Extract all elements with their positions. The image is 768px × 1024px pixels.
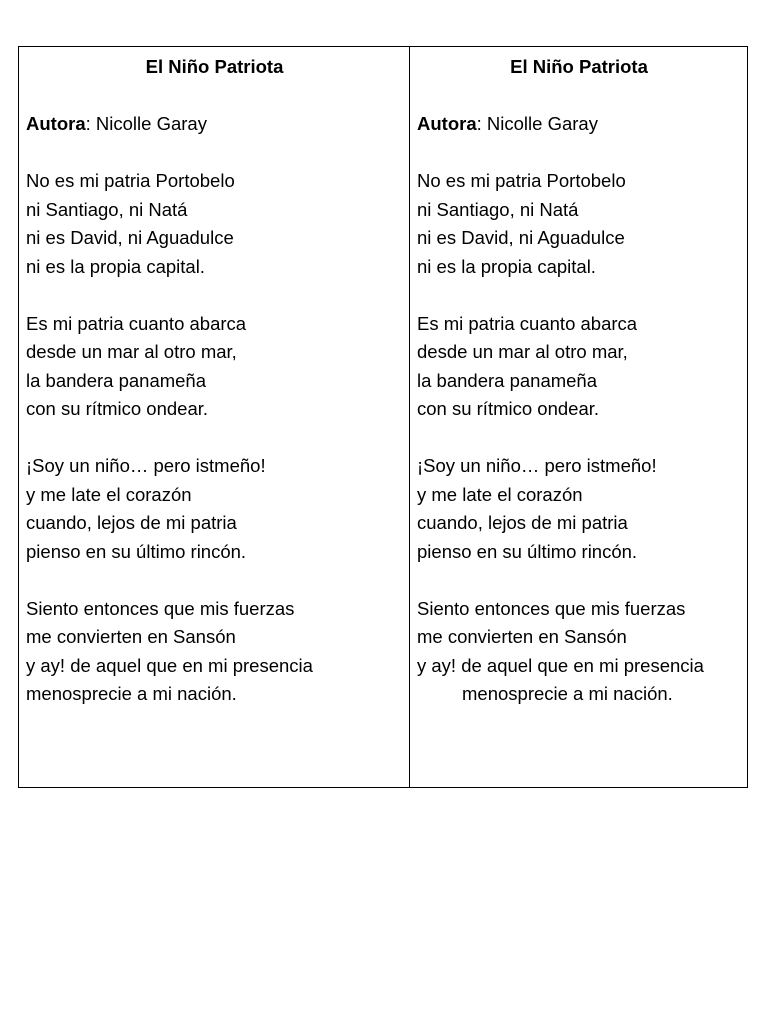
spacer <box>417 424 741 453</box>
poem-title: El Niño Patriota <box>145 56 284 77</box>
author-separator: : <box>85 113 96 134</box>
poem-line: cuando, lejos de mi patria <box>417 512 628 533</box>
poem-line: No es mi patria Portobelo <box>417 170 626 191</box>
stanza-1 <box>26 167 403 281</box>
author-name: Nicolle Garay <box>95 113 207 134</box>
poem-line: ni es David, ni Aguadulce <box>417 227 625 248</box>
poem-column-right <box>410 47 747 787</box>
poem-line: pienso en su último rincón. <box>26 540 247 562</box>
stanza-2 <box>26 310 403 424</box>
spacer <box>26 139 403 168</box>
author-line <box>417 110 741 139</box>
poem-line: ¡Soy un niño… pero istmeño! <box>417 455 657 476</box>
spacer <box>26 566 403 595</box>
author-separator: : <box>476 113 487 134</box>
stanza-1 <box>417 167 741 281</box>
poem-line: Es mi patria cuanto abarca <box>417 312 638 334</box>
poem-line: desde un mar al otro mar, <box>417 341 628 362</box>
spacer <box>26 424 403 453</box>
poem-line: ni es David, ni Aguadulce <box>26 227 234 248</box>
poem-line: ni Santiago, ni Natá <box>26 198 188 220</box>
stanza-2 <box>417 310 741 424</box>
stanza-3 <box>26 452 403 566</box>
stanza-3 <box>417 452 741 566</box>
poem-line: menosprecie a mi nación. <box>26 683 237 704</box>
stanza-4 <box>26 595 403 709</box>
poem-line: desde un mar al otro mar, <box>26 341 237 362</box>
author-name: Nicolle Garay <box>486 113 598 134</box>
author-label: Autora <box>26 113 86 134</box>
poem-line: menosprecie a mi nación. <box>462 683 673 704</box>
poem-line: y ay! de aquel que en mi presencia <box>417 654 704 676</box>
poem-line: Siento entonces que mis fuerzas <box>417 597 686 619</box>
poem-table <box>18 46 748 788</box>
author-label: Autora <box>417 113 477 134</box>
poem-line: Siento entonces que mis fuerzas <box>26 597 295 619</box>
spacer <box>417 139 741 168</box>
author-line <box>26 110 403 139</box>
poem-line: cuando, lejos de mi patria <box>26 512 237 533</box>
spacer <box>26 82 403 111</box>
poem-line: ni es la propia capital. <box>417 255 596 277</box>
poem-line: ni Santiago, ni Natá <box>417 198 579 220</box>
spacer <box>26 281 403 310</box>
poem-line: la bandera panameña <box>26 369 207 391</box>
stanza-4 <box>417 595 741 709</box>
poem-line: la bandera panameña <box>417 369 598 391</box>
poem-line: me convierten en Sansón <box>417 626 627 647</box>
poem-column-left <box>19 47 410 787</box>
poem-line: me convierten en Sansón <box>26 626 236 647</box>
spacer <box>417 82 741 111</box>
poem-line: No es mi patria Portobelo <box>26 170 235 191</box>
poem-line: y ay! de aquel que en mi presencia <box>26 654 313 676</box>
poem-title: El Niño Patriota <box>510 56 648 77</box>
poem-line: pienso en su último rincón. <box>417 540 638 562</box>
poem-line: Es mi patria cuanto abarca <box>26 312 247 334</box>
poem-line: ni es la propia capital. <box>26 255 205 277</box>
poem-line: ¡Soy un niño… pero istmeño! <box>26 455 266 476</box>
spacer <box>417 281 741 310</box>
poem-line: y me late el corazón <box>417 483 583 505</box>
poem-line: y me late el corazón <box>26 483 192 505</box>
poem-line: con su rítmico ondear. <box>417 398 600 419</box>
spacer <box>417 566 741 595</box>
poem-line: con su rítmico ondear. <box>26 398 209 419</box>
